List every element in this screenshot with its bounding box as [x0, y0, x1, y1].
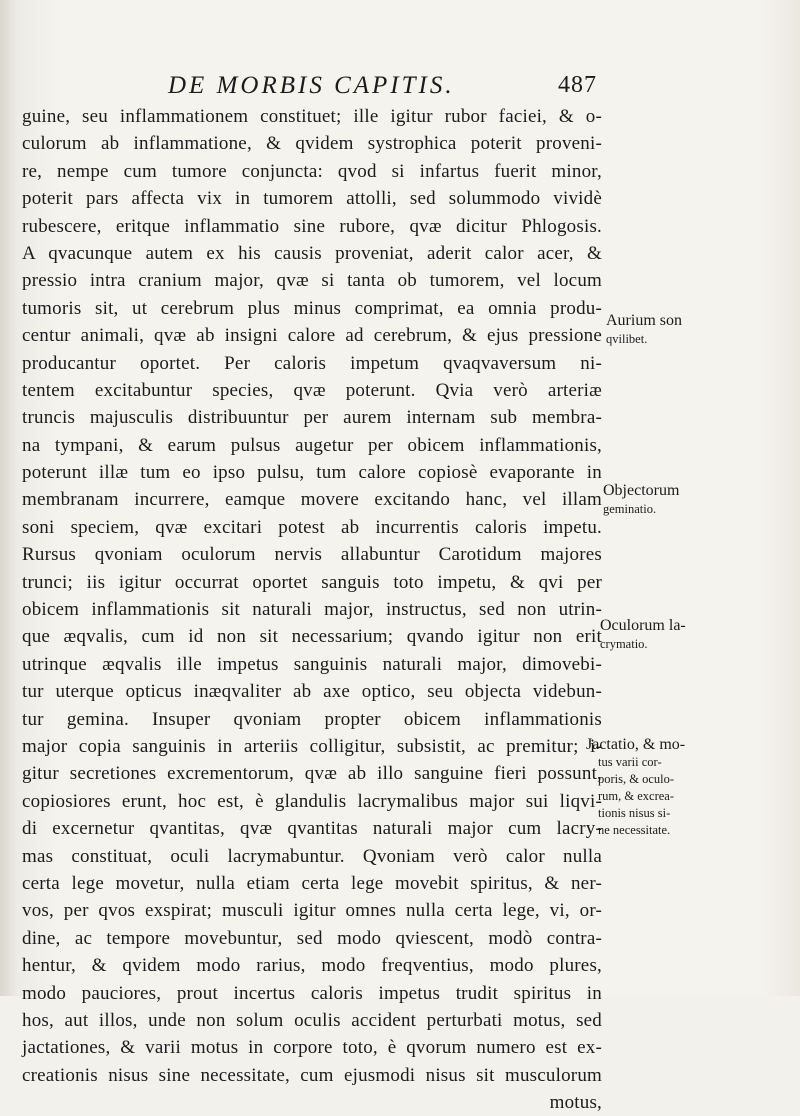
text-line: Rursus qvoniam oculorum nervis allabuntur Carotidum majores [22, 544, 602, 566]
text-line: jactationes, & varii motus in corpore toto, è qvorum numero est ex- [22, 1037, 602, 1059]
text-line: culorum ab inflammatione, & qvidem systrophica poterit proveni- [22, 133, 602, 155]
text-line: obicem inflammationis sit naturali major, instructus, sed non utrin- [22, 599, 602, 621]
text-line: tur gemina. Insuper qvoniam propter obicem inflammationis [22, 708, 602, 730]
text-line: mas constituat, oculi lacrymabuntur. Qvoniam verò calor nulla [22, 845, 602, 867]
text-line: tumoris sit, ut cerebrum plus minus comprimat, ea omnia produ- [22, 297, 602, 319]
text-line: producantur oportet. Per caloris impetum qvaqvaversum ni- [22, 352, 602, 374]
margin-note-line: Objectorum [603, 482, 680, 499]
text-line: trunci; iis igitur occurrat oportet sanguis toto impetu, & qvi per [22, 571, 602, 593]
text-line: A qvacunque autem ex his causis proveniat, aderit calor acer, & [22, 242, 602, 264]
text-line: truncis majusculis distribuuntur per aurem internam sub membra- [22, 407, 602, 429]
text-line: gitur secretiones excrementorum, qvæ ab illo sanguine fieri possunt, [22, 763, 602, 785]
margin-note-line: Aurium son [606, 312, 682, 329]
text-line: poterunt illæ tum eo ipso pulsu, tum calore copiosè evaporante in [22, 462, 602, 484]
text-line: utrinque æqvalis ille impetus sanguinis naturali major, dimovebi- [22, 653, 602, 675]
margin-note-line: poris, & oculo- [598, 772, 675, 786]
margin-note-line: tus varii cor- [598, 755, 662, 769]
page-header [0, 72, 800, 102]
margin-note-objectorum [603, 482, 800, 518]
text-line: na tympani, & earum pulsus augetur per obicem inflammationis, [22, 434, 602, 456]
text-line: major copia sanguinis in arteriis colligitur, subsistit, ac premitur; i- [22, 735, 602, 757]
margin-note-aurium [606, 312, 800, 348]
text-line: pressio intra cranium major, qvæ si tanta ob tumorem, vel locum [22, 270, 602, 292]
margin-note-line: Jactatio, & mo- [586, 736, 686, 753]
text-line: certa lege movetur, nulla etiam certa lege movebit spiritus, & ner- [22, 872, 602, 894]
margin-note-line: qvilibet. [606, 332, 648, 346]
text-line: di excernetur qvantitas, qvæ qvantitas naturali major cum lacry- [22, 818, 602, 840]
margin-note-jactatio [586, 736, 786, 839]
text-line: soni speciem, qvæ excitari potest ab incurrentis caloris impetu. [22, 516, 602, 538]
margin-note-line: ne necessitate. [598, 823, 671, 837]
margin-note-oculorum [600, 617, 800, 653]
page-number: 487 [558, 72, 597, 98]
body-text [22, 103, 602, 1116]
text-line: re, nempe cum tumore conjuncta: qvod si infartus fuerit minor, [22, 160, 602, 182]
text-line: rubescere, eritque inflammatio sine rubore, qvæ dicitur Phlogosis. [22, 215, 602, 237]
text-line: poterit pars affecta vix in tumorem attolli, sed solummodo vividè [22, 188, 602, 210]
running-title: DE MORBIS CAPITIS. [168, 72, 455, 99]
text-line: dine, ac tempore movebuntur, sed modo qviescent, modò contra- [22, 927, 602, 949]
text-line: que æqvalis, cum id non sit necessarium; qvando igitur non erit [22, 626, 602, 648]
margin-note-line: tionis nisus si- [598, 806, 671, 820]
text-line: creationis nisus sine necessitate, cum ejusmodi nisus sit musculorum [22, 1064, 602, 1086]
text-line: centur animali, qvæ ab insigni calore ad cerebrum, & ejus pressione [22, 325, 602, 347]
catchword: motus, [549, 1092, 602, 1114]
text-line: copiosiores erunt, hoc est, è glandulis lacrymalibus major sui liqvi- [22, 790, 602, 812]
text-line: vos, per qvos exspirat; musculi igitur omnes nulla certa lege, vi, or- [22, 900, 602, 922]
margin-note-line: Oculorum la- [600, 617, 686, 634]
margin-note-line: geminatio. [603, 502, 657, 516]
margin-note-line: rum, & excrea- [598, 789, 675, 803]
text-line: tur uterque opticus inæqvaliter ab axe optico, seu objecta videbun- [22, 681, 602, 703]
text-line: guine, seu inflammationem constituet; ille igitur rubor faciei, & o- [22, 106, 602, 127]
text-line: modo pauciores, prout incertus caloris impetus trudit spiritus in [22, 982, 602, 1004]
text-line: hos, aut illos, unde non solum oculis accident perturbati motus, sed [22, 1009, 602, 1031]
text-line: membranam incurrere, eamque movere excitando hanc, vel illam [22, 489, 602, 511]
text-line: hentur, & qvidem modo rarius, modo freqventius, modo plures, [22, 955, 602, 977]
text-line: tentem excitabuntur species, qvæ poterunt. Qvia verò arteriæ [22, 379, 602, 401]
margin-note-line: crymatio. [600, 637, 648, 651]
